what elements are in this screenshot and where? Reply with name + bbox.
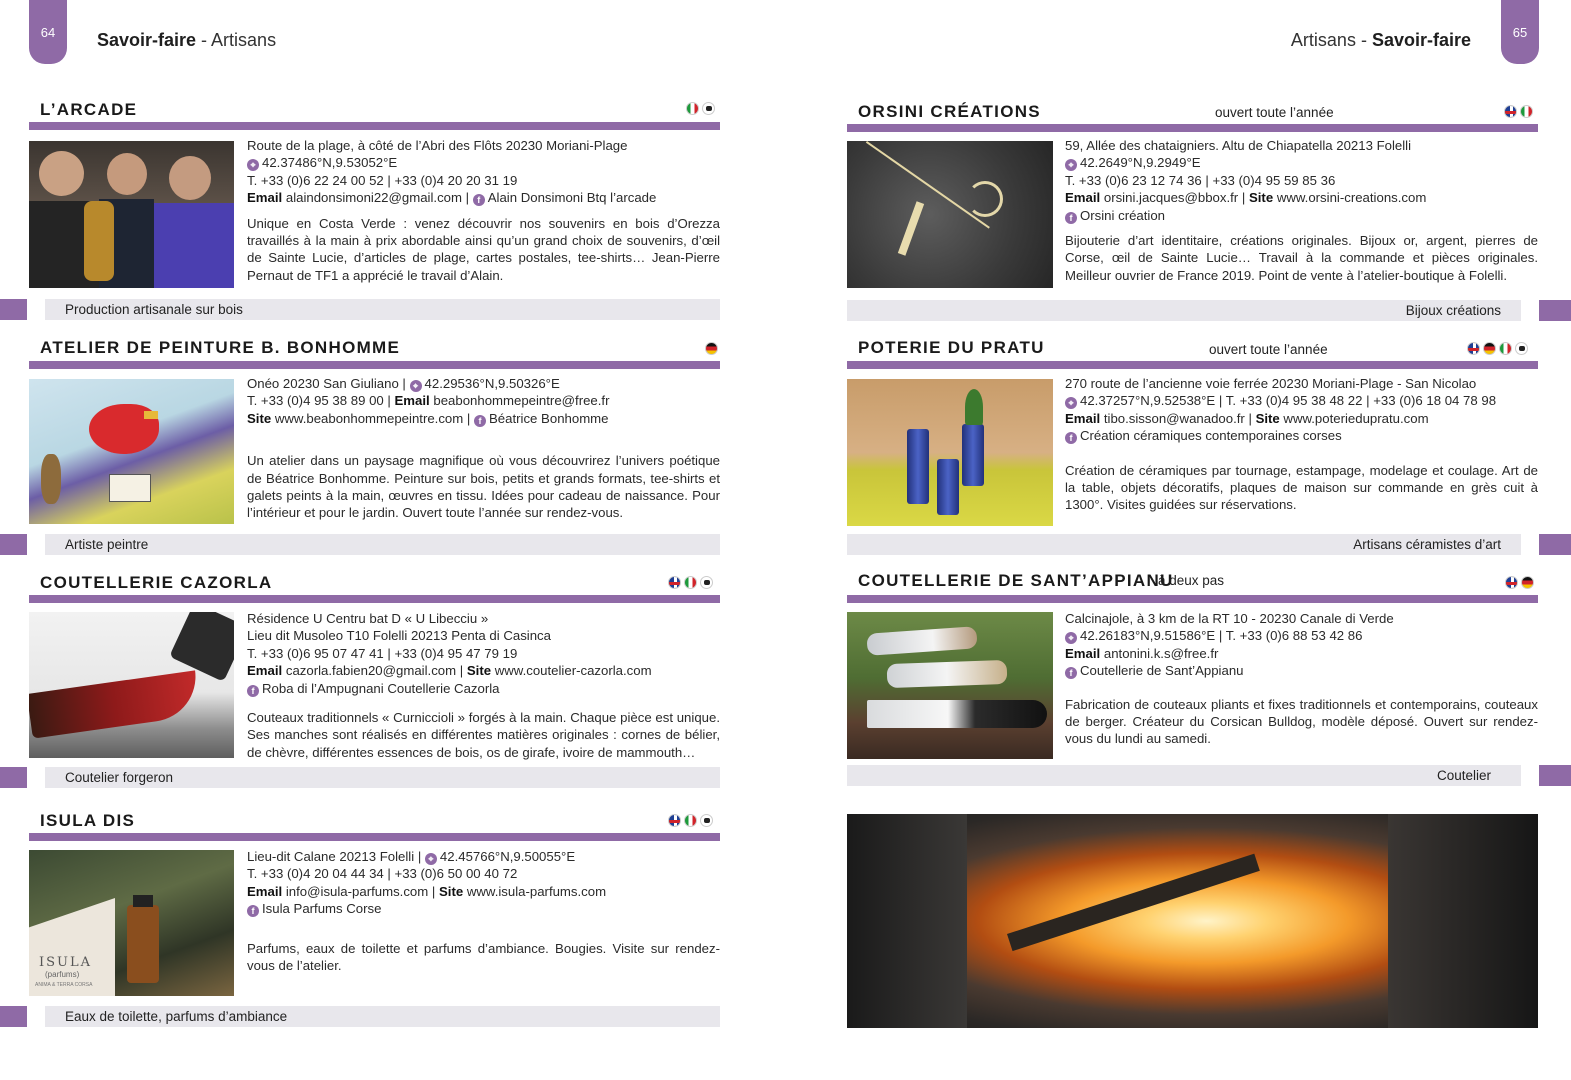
entry-title-bonhomme: ATELIER DE PEINTURE B. BONHOMME	[40, 338, 401, 357]
description: Création de céramiques par tournage, estampage, modelage et coulage. Art de la table, objets décoratifs, plaques de maison sur commande en grès cuit à 1300°. Visites guidées sur réservations.	[1065, 462, 1538, 513]
italian-flag-icon	[684, 576, 697, 589]
email-label: Email	[1065, 410, 1101, 426]
facebook-icon: f	[1065, 667, 1077, 679]
language-flags	[686, 102, 715, 115]
email-link[interactable]: beabonhommepeintre@free.fr	[433, 393, 610, 409]
email-label: Email	[1065, 645, 1101, 661]
info-arcade	[247, 137, 720, 284]
language-flags	[1504, 105, 1533, 118]
english-flag-icon	[668, 576, 681, 589]
gps-icon: ⌖	[1065, 632, 1077, 644]
category-label: Coutelier	[1436, 768, 1491, 783]
title-rule	[29, 361, 720, 369]
language-flags	[1505, 576, 1534, 589]
facebook-name[interactable]: Isula Parfums Corse	[262, 901, 382, 917]
corsican-flag-icon	[1515, 342, 1528, 355]
site-link[interactable]: www.beabonhommepeintre.com |	[274, 410, 471, 426]
german-flag-icon	[1521, 576, 1534, 589]
entry-title-isula: ISULA DIS	[40, 811, 136, 830]
category-marker	[0, 534, 27, 555]
description: Fabrication de couteaux pliants et fixes traditionnels et contemporains, couteaux de berger. Créateur du Corsican Bulldog, modèle déposé. Ouvert sur rendez-vous du lundi au samedi.	[1065, 696, 1538, 747]
category-label: Coutelier forgeron	[65, 770, 174, 785]
site-label: Site	[1248, 190, 1274, 206]
category-label: Bijoux créations	[1405, 303, 1501, 318]
photo-glassblowing	[847, 814, 1538, 1028]
running-head-left	[97, 30, 276, 51]
category-label: Artiste peintre	[65, 537, 149, 552]
photo-logo-sub: (parfums)	[45, 970, 80, 979]
category-marker	[1539, 765, 1571, 786]
italian-flag-icon	[686, 102, 699, 115]
site-label: Site	[1255, 410, 1280, 426]
site-label: Site	[439, 883, 464, 899]
phone: T. +33 (0)6 22 24 00 52 | +33 (0)4 20 20 31 19	[247, 172, 518, 188]
email-label: Email	[247, 190, 283, 206]
phone: T. +33 (0)4 95 38 89 00 |	[247, 393, 391, 409]
photo-cazorla	[29, 612, 234, 758]
facebook-icon: f	[247, 685, 259, 697]
language-flags	[668, 576, 713, 589]
facebook-name[interactable]: Coutellerie de Sant’Appianu	[1080, 663, 1244, 679]
category-marker	[1539, 300, 1571, 321]
language-flags	[705, 342, 718, 355]
info-orsini	[1065, 137, 1538, 284]
page-number-tab-right	[1501, 0, 1539, 64]
info-cazorla	[247, 610, 720, 761]
email-label: Email	[1065, 190, 1101, 206]
email-link[interactable]: tibo.sisson@wanadoo.fr |	[1103, 410, 1252, 426]
phone: T. +33 (0)4 95 38 48 22 | +33 (0)6 18 04 78 98	[1225, 393, 1497, 409]
address: Onéo 20230 San Giuliano |	[247, 376, 406, 391]
category-marker	[0, 1006, 27, 1027]
address: Calcinajole, à 3 km de la RT 10 - 20230 Canale di Verde	[1065, 611, 1394, 626]
category-bar	[847, 300, 1521, 321]
entry-title-arcade: L’ARCADE	[40, 100, 138, 119]
description: Parfums, eaux de toilette et parfums d’ambiance. Bougies. Visite sur rendez-vous de l’atelier.	[247, 940, 720, 974]
phone: T. +33 (0)6 23 12 74 36 | +33 (0)4 95 59 85 36	[1065, 172, 1336, 188]
info-appianu	[1065, 610, 1538, 748]
address: 270 route de l’ancienne voie ferrée 20230 Moriani-Plage - San Nicolao	[1065, 376, 1477, 391]
email-label: Email	[247, 883, 283, 899]
address: Route de la plage, à côté de l’Abri des Flôts 20230 Moriani-Plage	[247, 138, 628, 153]
running-head-right-bold: Savoir-faire	[1371, 30, 1471, 50]
language-flags	[668, 814, 713, 827]
facebook-name[interactable]: Béatrice Bonhomme	[489, 410, 609, 426]
category-bar	[847, 534, 1521, 555]
description: Unique en Costa Verde : venez découvrir nos souvenirs en bois d’Orezza travaillés à la main à prix abordable ainsi qu’un grand choix de souvenirs, d’œil de Sainte Lucie, d’articles de plage, cartes postales, tee-shirts… Jean-Pierre Pernaut de TF1 a apprécié le travail d’Alain.	[247, 215, 720, 283]
running-head-right-rest: Artisans -	[1290, 30, 1372, 50]
description: Un atelier dans un paysage magnifique où vous découvrirez l’univers poétique de Béatrice Bonhomme. Peinture sur bois, petits et grands formats, tee-shirts et galets peints à la main, œuvres en tissu. Idées pour cadeau de naissance. Pour l’intérieur et pour le jardin. Ouvert toute l’année sur rendez-vous.	[247, 453, 720, 521]
italian-flag-icon	[1520, 105, 1533, 118]
opening-note: ouvert toute l’année	[1209, 342, 1328, 357]
page-number-right: 65	[1512, 24, 1528, 40]
english-flag-icon	[668, 814, 681, 827]
email-label: Email	[394, 393, 430, 409]
photo-isula	[29, 850, 234, 996]
italian-flag-icon	[1499, 342, 1512, 355]
entry-title-cazorla: COUTELLERIE CAZORLA	[40, 573, 273, 592]
site-link[interactable]: www.coutelier-cazorla.com	[494, 663, 652, 679]
address-line-1: Résidence U Centru bat D « U Libecciu »	[247, 611, 489, 626]
site-link[interactable]: www.orsini-creations.com	[1276, 190, 1427, 206]
title-rule	[29, 595, 720, 603]
email-link[interactable]: info@isula-parfums.com |	[285, 883, 436, 899]
site-label: Site	[247, 410, 272, 426]
address-line-2: Lieu dit Musoleo T10 Folelli 20213 Penta di Casinca	[247, 628, 551, 644]
phone: T. +33 (0)6 88 53 42 86	[1225, 628, 1363, 644]
category-bar	[45, 299, 720, 320]
opening-note: à deux pas	[1158, 573, 1225, 588]
gps-icon: ⌖	[1065, 159, 1077, 171]
photo-pratu	[847, 379, 1053, 526]
category-bar	[45, 767, 720, 788]
gps-icon: ⌖	[247, 159, 259, 171]
gps-icon: ⌖	[410, 380, 422, 392]
description: Bijouterie d’art identitaire, créations originales. Bijoux or, argent, pierres de Corse, œil de Sainte Lucie… Travail à la commande et pièces originales. Meilleur ouvrier de France 2019. Point de vente à l’atelier-boutique à Folelli.	[1065, 233, 1538, 283]
opening-note: ouvert toute l’année	[1215, 105, 1334, 120]
english-flag-icon	[1505, 576, 1518, 589]
info-isula	[247, 848, 720, 974]
category-label: Artisans céramistes d’art	[1353, 537, 1501, 552]
category-bar	[45, 1006, 720, 1027]
english-flag-icon	[1467, 342, 1480, 355]
title-rule	[29, 122, 720, 130]
email-link[interactable]: alaindonsimoni22@gmail.com |	[285, 190, 470, 206]
category-bar	[45, 534, 720, 555]
corsican-flag-icon	[700, 576, 713, 589]
facebook-icon: f	[1065, 432, 1077, 444]
info-bonhomme	[247, 375, 720, 522]
gps: 42.26183°N,9.51586°E |	[1080, 628, 1223, 644]
language-flags	[1467, 342, 1528, 355]
facebook-name[interactable]: Roba di l’Ampugnani Coutellerie Cazorla	[262, 680, 500, 696]
gps: 42.29536°N,9.50326°E	[424, 376, 560, 391]
entry-title-orsini: ORSINI CRÉATIONS	[858, 102, 1041, 121]
email-label: Email	[247, 663, 283, 679]
category-marker	[1539, 534, 1571, 555]
email-link[interactable]: antonini.k.s@free.fr	[1103, 645, 1219, 661]
page-number-left: 64	[40, 24, 56, 40]
facebook-icon: f	[474, 415, 486, 427]
german-flag-icon	[705, 342, 718, 355]
email-link[interactable]: orsini.jacques@bbox.fr |	[1103, 190, 1246, 206]
photo-appianu	[847, 612, 1053, 759]
category-bar	[847, 765, 1521, 786]
german-flag-icon	[1483, 342, 1496, 355]
gps: 42.37486°N,9.53052°E	[262, 155, 398, 171]
title-rule	[847, 595, 1538, 603]
page-number-tab-left	[29, 0, 67, 64]
photo-bonhomme	[29, 379, 234, 524]
title-rule	[847, 361, 1538, 369]
facebook-name[interactable]: Création céramiques contemporaines corses	[1080, 428, 1342, 444]
gps: 42.45766°N,9.50055°E	[439, 849, 576, 864]
phone: T. +33 (0)6 95 07 47 41 | +33 (0)4 95 47 79 19	[247, 645, 518, 661]
facebook-name[interactable]: Alain Donsimoni Btq l’arcade	[487, 190, 657, 206]
facebook-name[interactable]: Orsini création	[1080, 207, 1166, 223]
corsican-flag-icon	[700, 814, 713, 827]
info-pratu	[1065, 375, 1538, 514]
corsican-flag-icon	[702, 102, 715, 115]
facebook-icon: f	[247, 905, 259, 917]
category-label: Eaux de toilette, parfums d’ambiance	[65, 1009, 288, 1024]
category-marker	[0, 767, 27, 788]
gps: 42.37257°N,9.52538°E |	[1080, 393, 1223, 409]
photo-logo-tag: ANIMA & TERRA CORSA	[35, 982, 93, 988]
running-head-left-bold: Savoir-faire	[97, 30, 197, 50]
description: Couteaux traditionnels « Curniccioli » forgés à la main. Chaque pièce est unique. Ses manches sont réalisés en différentes matières originales : cornes de bélier, de chèvre, différentes essences de bois, os de girafe, ivoire de mammouth…	[247, 710, 720, 760]
title-rule	[847, 124, 1538, 132]
facebook-icon: f	[473, 194, 485, 206]
english-flag-icon	[1504, 105, 1517, 118]
photo-arcade	[29, 141, 234, 288]
entry-title-appianu: COUTELLERIE DE SANT’APPIANU	[858, 571, 1174, 590]
gps: 42.2649°N,9.2949°E	[1080, 155, 1201, 171]
photo-logo: ISULA	[39, 955, 93, 970]
gps-icon: ⌖	[1065, 397, 1077, 409]
site-link[interactable]: www.poteriedupratu.com	[1283, 410, 1429, 426]
running-head-right	[1291, 30, 1471, 51]
category-marker	[0, 299, 27, 320]
address: 59, Allée des chataigniers. Altu de Chiapatella 20213 Folelli	[1065, 138, 1412, 153]
category-label: Production artisanale sur bois	[65, 302, 243, 317]
address: Lieu-dit Calane 20213 Folelli |	[247, 849, 422, 864]
running-head-left-rest: - Artisans	[196, 30, 277, 50]
photo-orsini	[847, 141, 1053, 288]
facebook-icon: f	[1065, 212, 1077, 224]
site-label: Site	[466, 663, 492, 679]
gps-icon: ⌖	[425, 853, 437, 865]
site-link[interactable]: www.isula-parfums.com	[466, 883, 607, 899]
phone: T. +33 (0)4 20 04 44 34 | +33 (0)6 50 00 40 72	[247, 866, 518, 882]
entry-title-pratu: POTERIE DU PRATU	[858, 338, 1045, 357]
title-rule	[29, 833, 720, 841]
italian-flag-icon	[684, 814, 697, 827]
email-link[interactable]: cazorla.fabien20@gmail.com |	[285, 663, 464, 679]
